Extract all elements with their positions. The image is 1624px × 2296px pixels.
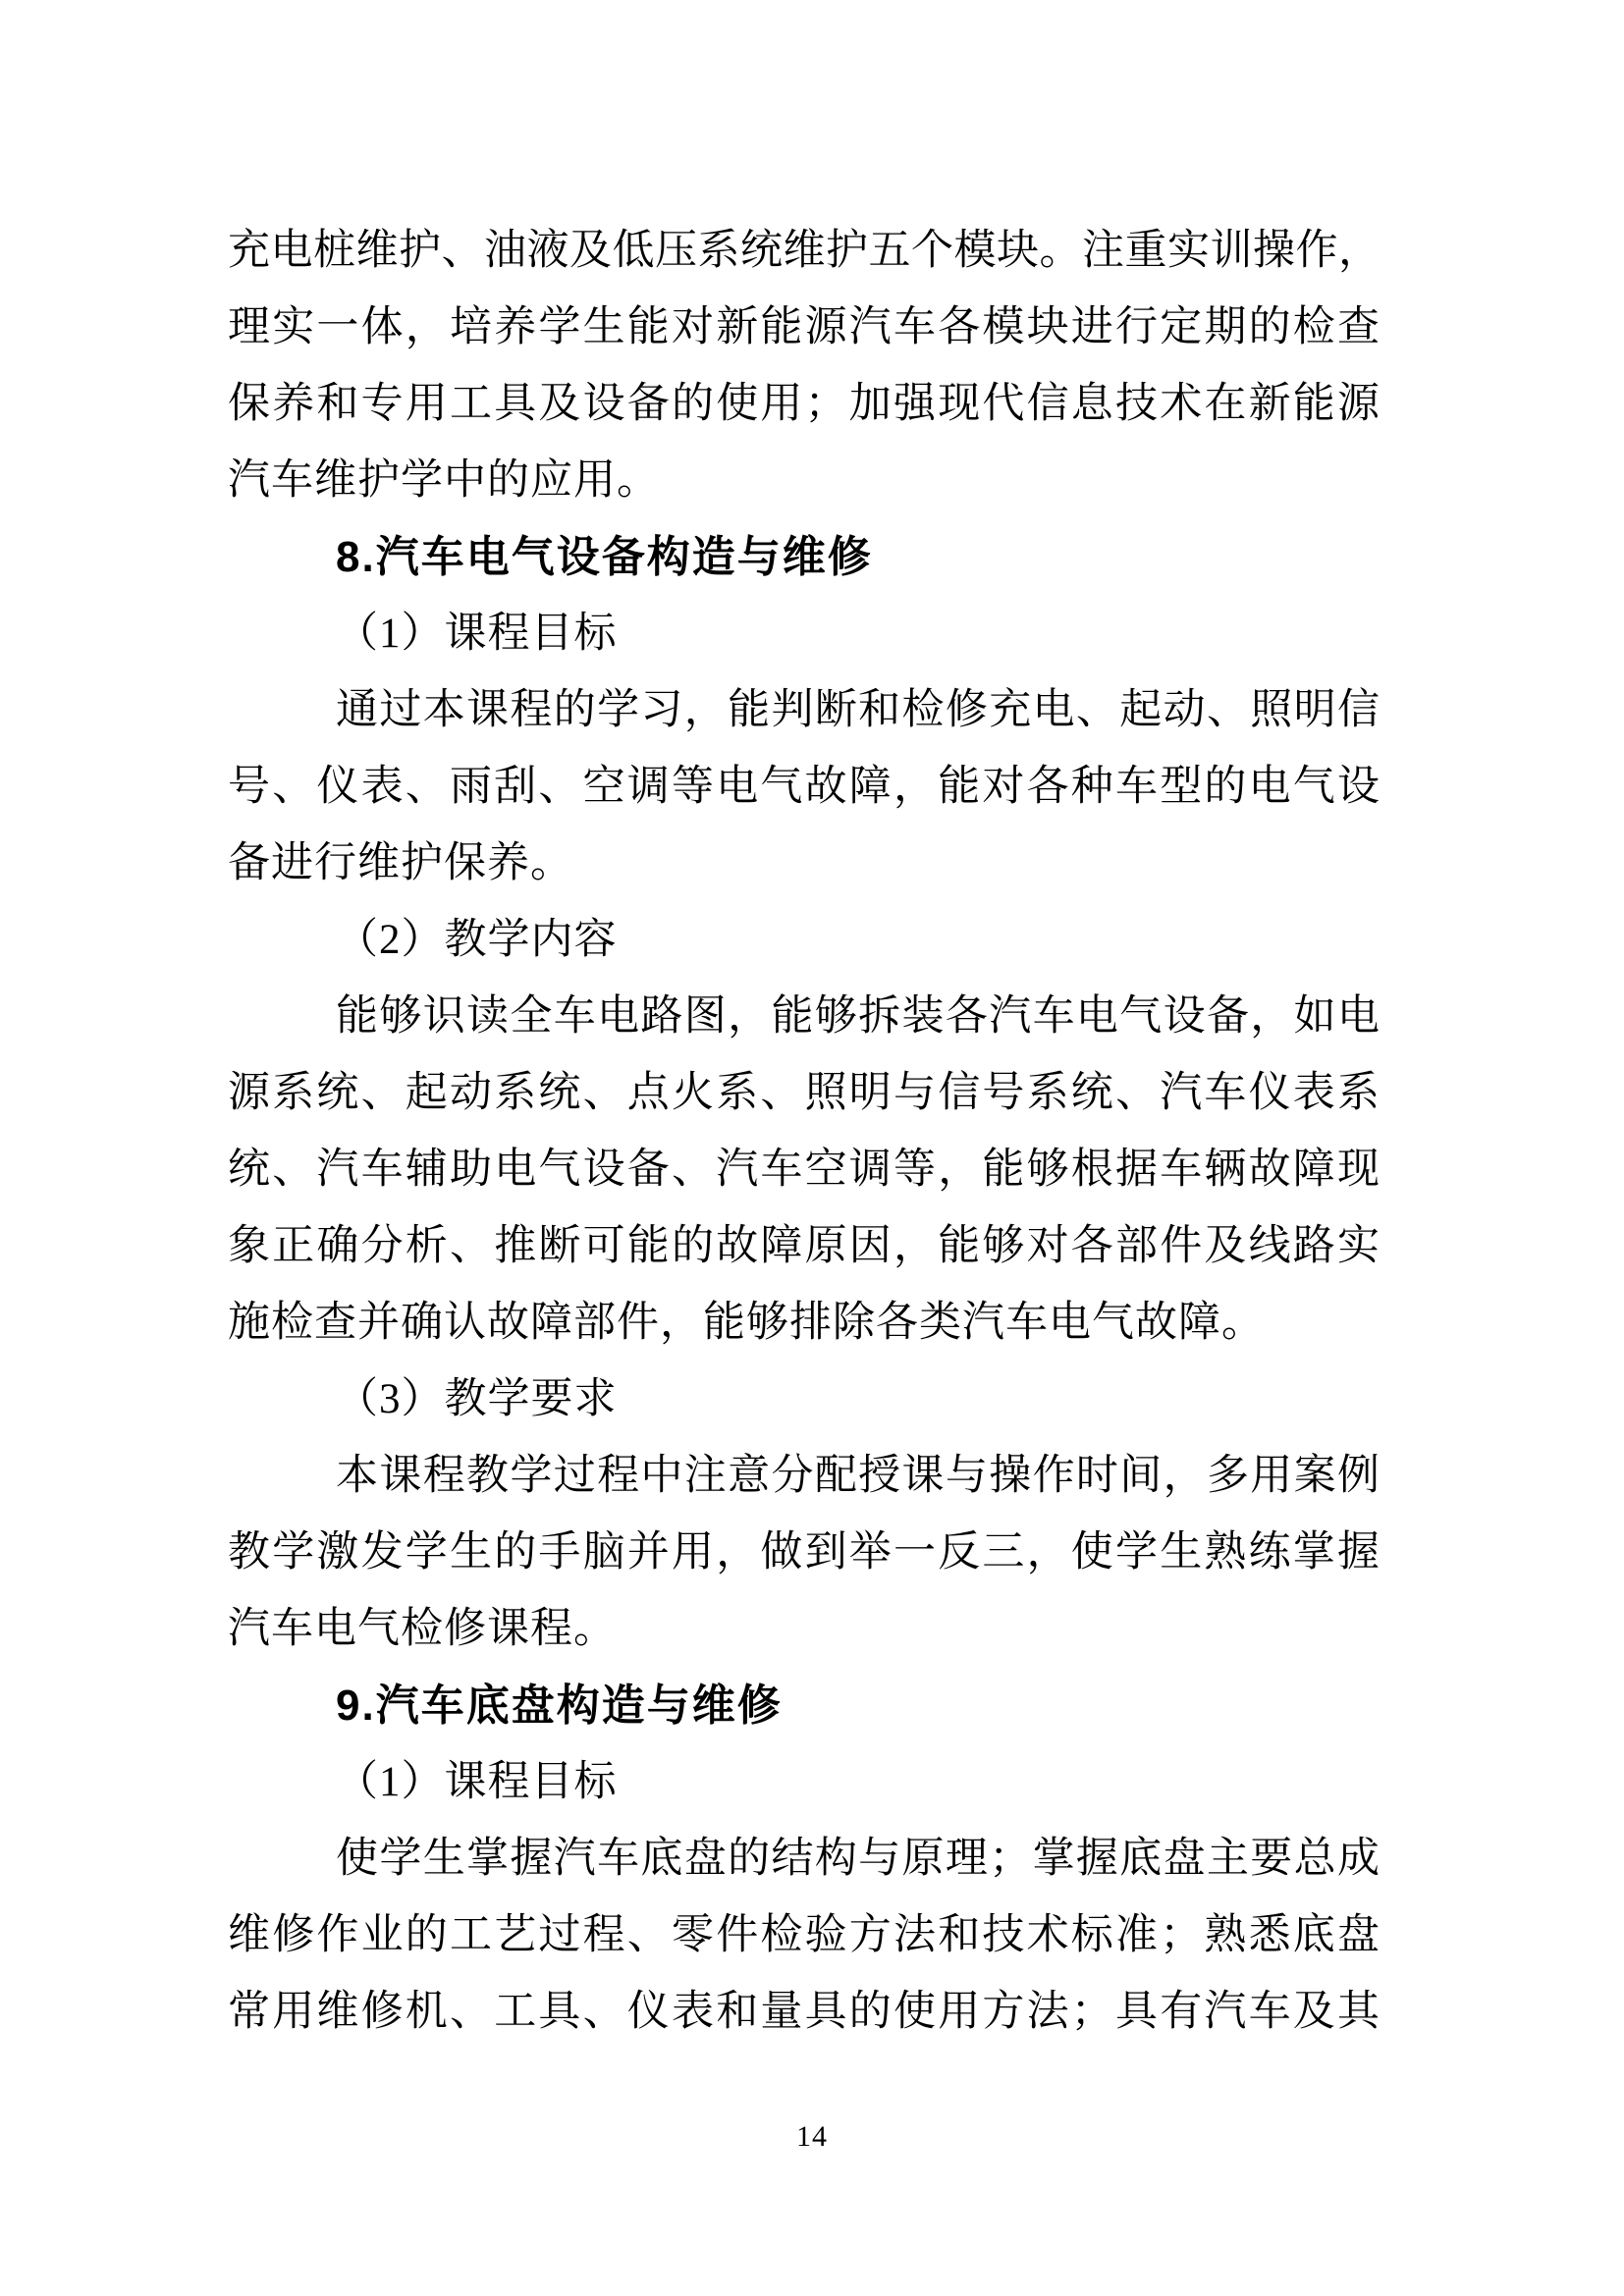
text-line: 充电桩维护、油液及低压系统维护五个模块。注重实训操作， [228, 228, 1380, 274]
text-line: 理实一体，培养学生能对新能源汽车各模块进行定期的检查 [228, 304, 1380, 350]
text-line: 使学生掌握汽车底盘的结构与原理；掌握底盘主要总成 [336, 1836, 1380, 1882]
document-text [228, 213, 1380, 2051]
page-number: 14 [796, 2120, 828, 2153]
text-line: 号、仪表、雨刮、空调等电气故障，能对各种车型的电气设 [228, 764, 1380, 810]
subsection-heading: （1）课程目标 [336, 1759, 618, 1805]
text-line: 汽车电气检修课程。 [228, 1606, 617, 1652]
text-line: 通过本课程的学习，能判断和检修充电、起动、照明信 [336, 687, 1380, 733]
text-line: 维修作业的工艺过程、零件检验方法和技术标准；熟悉底盘 [228, 1912, 1380, 1958]
heading-auto-electrical: 8.汽车电气设备构造与维修 [336, 533, 873, 581]
text-line: 汽车维护学中的应用。 [228, 457, 660, 504]
text-line: 源系统、起动系统、点火系、照明与信号系统、汽车仪表系 [228, 1070, 1380, 1116]
text-line: 保养和专用工具及设备的使用；加强现代信息技术在新能源 [228, 381, 1380, 427]
text-line: 常用维修机、工具、仪表和量具的使用方法；具有汽车及其 [228, 1989, 1380, 2035]
text-line: 本课程教学过程中注意分配授课与操作时间，多用案例 [336, 1453, 1380, 1499]
text-line: 能够识读全车电路图，能够拆装各汽车电气设备，如电 [336, 993, 1380, 1040]
heading-auto-chassis: 9.汽车底盘构造与维修 [336, 1682, 783, 1730]
subsection-heading: （2）教学内容 [336, 917, 618, 963]
text-line: 备进行维护保养。 [228, 840, 573, 886]
subsection-heading: （1）课程目标 [336, 611, 618, 657]
text-line: 施检查并确认故障部件，能够排除各类汽车电气故障。 [228, 1300, 1265, 1346]
text-line: 教学激发学生的手脑并用，做到举一反三，使学生熟练掌握 [228, 1529, 1380, 1575]
page-footer [0, 2120, 1624, 2154]
text-line: 统、汽车辅助电气设备、汽车空调等，能够根据车辆故障现 [228, 1147, 1380, 1193]
subsection-heading: （3）教学要求 [336, 1376, 618, 1422]
text-line: 象正确分析、推断可能的故障原因，能够对各部件及线路实 [228, 1223, 1380, 1269]
